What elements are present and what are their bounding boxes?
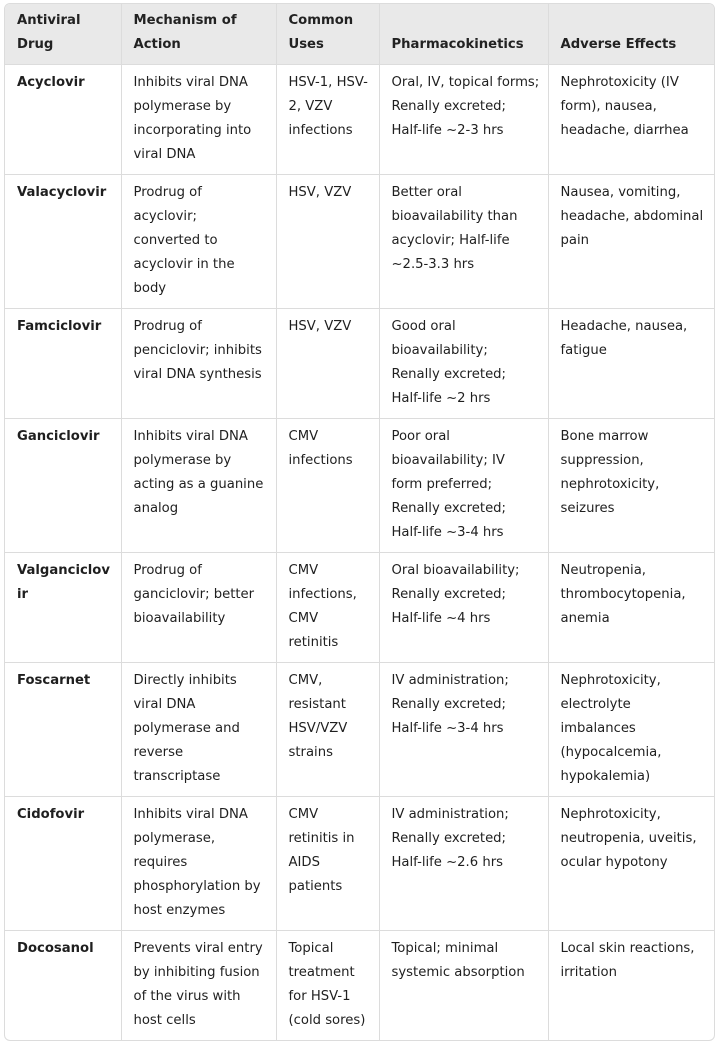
pharmacokinetics-cell: IV administration; Renally excreted; Half-life ~3-4 hrs <box>379 663 548 797</box>
uses-cell: HSV, VZV <box>276 175 379 309</box>
antiviral-drug-table-container <box>4 3 715 1041</box>
header-common-uses: Common Uses <box>276 4 379 65</box>
pharmacokinetics-cell: Poor oral bioavailability; IV form preferred; Renally excreted; Half-life ~3-4 hrs <box>379 419 548 553</box>
pharmacokinetics-cell: Topical; minimal systemic absorption <box>379 931 548 1041</box>
adverse-effects-cell: Neutropenia, thrombocytopenia, anemia <box>548 553 715 663</box>
antiviral-drug-table <box>5 4 715 1040</box>
uses-cell: CMV infections <box>276 419 379 553</box>
drug-name-cell: Valacyclovir <box>5 175 121 309</box>
adverse-effects-cell: Nephrotoxicity, neutropenia, uveitis, ocular hypotony <box>548 797 715 931</box>
uses-cell: CMV retinitis in AIDS patients <box>276 797 379 931</box>
pharmacokinetics-cell: Better oral bioavailability than acyclovir; Half-life ~2.5-3.3 hrs <box>379 175 548 309</box>
mechanism-cell: Inhibits viral DNA polymerase, requires phosphorylation by host enzymes <box>121 797 276 931</box>
table-row <box>5 553 715 663</box>
mechanism-cell: Prevents viral entry by inhibiting fusion of the virus with host cells <box>121 931 276 1041</box>
uses-cell: HSV, VZV <box>276 309 379 419</box>
mechanism-cell: Prodrug of penciclovir; inhibits viral DNA synthesis <box>121 309 276 419</box>
uses-cell: CMV, resistant HSV/VZV strains <box>276 663 379 797</box>
table-row <box>5 797 715 931</box>
table-row <box>5 663 715 797</box>
uses-cell: Topical treatment for HSV-1 (cold sores) <box>276 931 379 1041</box>
mechanism-cell: Inhibits viral DNA polymerase by incorporating into viral DNA <box>121 65 276 175</box>
drug-name-cell: Ganciclovir <box>5 419 121 553</box>
header-mechanism-of-action: Mechanism of Action <box>121 4 276 65</box>
header-row <box>5 4 715 65</box>
pharmacokinetics-cell: Good oral bioavailability; Renally excreted; Half-life ~2 hrs <box>379 309 548 419</box>
pharmacokinetics-cell: Oral, IV, topical forms; Renally excreted; Half-life ~2-3 hrs <box>379 65 548 175</box>
drug-name-cell: Cidofovir <box>5 797 121 931</box>
pharmacokinetics-cell: IV administration; Renally excreted; Half-life ~2.6 hrs <box>379 797 548 931</box>
adverse-effects-cell: Local skin reactions, irritation <box>560 941 695 980</box>
header-adverse-effects: Adverse Effects <box>548 4 715 65</box>
drug-name-cell: Acyclovir <box>5 65 121 175</box>
adverse-effects-cell: Nephrotoxicity, electrolyte imbalances (hypocalcemia, hypokalemia) <box>548 663 715 797</box>
mechanism-cell: Prodrug of ganciclovir; better bioavailability <box>121 553 276 663</box>
adverse-effects-cell: Bone marrow suppression, nephrotoxicity, seizures <box>548 419 715 553</box>
adverse-effects-cell: Headache, nausea, fatigue <box>548 309 715 419</box>
table-row <box>5 309 715 419</box>
mechanism-cell: Prodrug of acyclovir; converted to acyclovir in the body <box>121 175 276 309</box>
adverse-effects-cell: Nephrotoxicity (IV form), nausea, headache, diarrhea <box>548 65 715 175</box>
uses-cell: HSV-1, HSV-2, VZV infections <box>276 65 379 175</box>
table-row <box>5 419 715 553</box>
drug-name-cell: Famciclovir <box>5 309 121 419</box>
drug-name-cell: Foscarnet <box>5 663 121 797</box>
pharmacokinetics-cell: Oral bioavailability; Renally excreted; Half-life ~4 hrs <box>379 553 548 663</box>
adverse-effects-cell: Nausea, vomiting, headache, abdominal pain <box>548 175 715 309</box>
drug-name-cell: Docosanol <box>5 931 121 1041</box>
mechanism-cell: Directly inhibits viral DNA polymerase and reverse transcriptase <box>121 663 276 797</box>
drug-name-cell: Valganciclovir <box>5 553 121 663</box>
table-header <box>5 4 715 65</box>
table-row <box>5 931 715 1041</box>
uses-cell: CMV infections, CMV retinitis <box>276 553 379 663</box>
table-row <box>5 175 715 309</box>
header-antiviral-drug: Antiviral Drug <box>5 4 121 65</box>
header-pharmacokinetics: Pharmacokinetics <box>379 4 548 65</box>
table-body <box>5 65 715 1041</box>
mechanism-cell: Inhibits viral DNA polymerase by acting as a guanine analog <box>121 419 276 553</box>
table-row <box>5 65 715 175</box>
